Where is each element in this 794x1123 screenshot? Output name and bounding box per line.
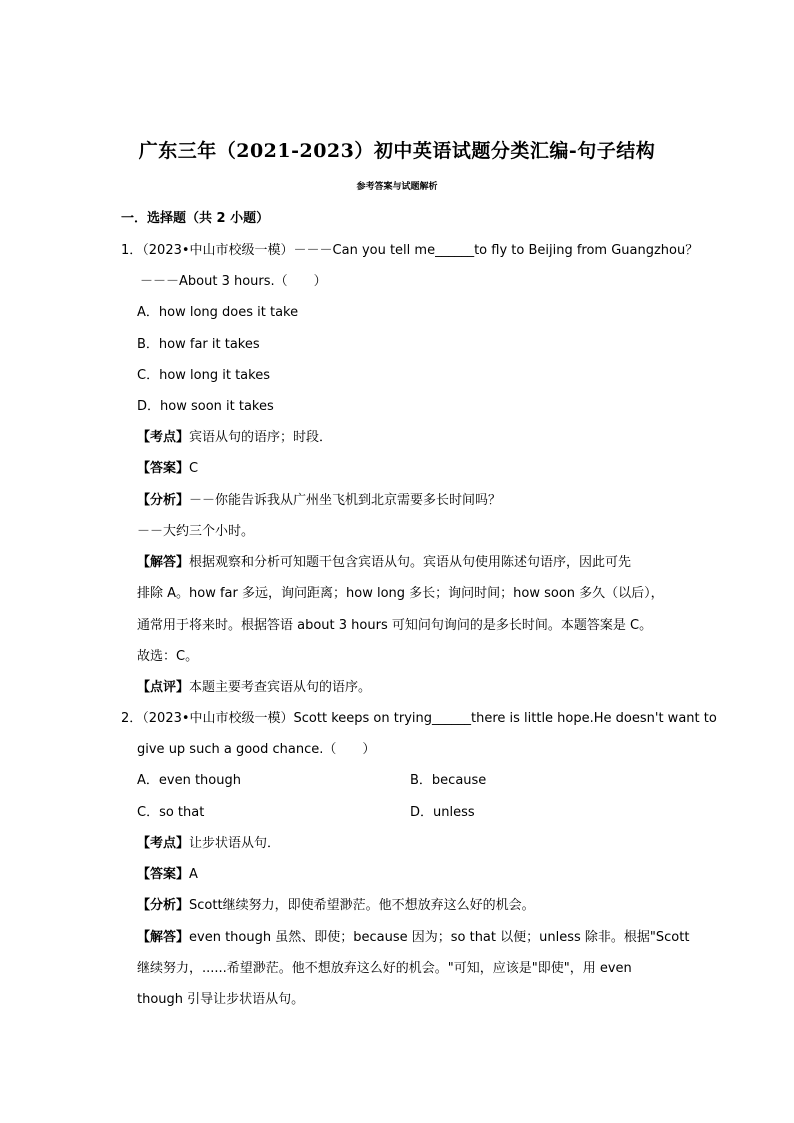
- q1-kaodian-tag: 【考点】: [137, 430, 190, 445]
- q2-stem-line1: 2．（2023•中山市校级一模）Scott keeps on trying______there is little hope.He doesn't want to: [121, 711, 717, 726]
- q2-analysis-tag: 【分析】: [137, 898, 190, 913]
- q2-solution-text1: even though 虽然、即使；because 因为；so that 以便；unless 除非。根据"Scott: [189, 930, 690, 945]
- q1-option-c: C．how long it takes: [137, 368, 270, 383]
- q2-option-d: D．unless: [410, 805, 475, 820]
- q1-kaodian-text: 宾语从句的语序；时段．: [189, 430, 333, 445]
- section-heading: 一．选择题（共 2 小题）: [121, 211, 270, 226]
- q1-solution-line2: 排除 A。how far 多远，询问距离；how long 多长；询问时间；how soon 多久（以后），: [137, 586, 664, 601]
- q2-kaodian-text: 让步状语从句．: [189, 836, 281, 851]
- q1-answer-tag: 【答案】: [137, 461, 190, 476]
- q1-solution-text1: 根据观察和分析可知题干包含宾语从句。宾语从句使用陈述句语序，因此可先: [189, 555, 632, 570]
- q2-option-b: B．because: [410, 773, 487, 788]
- q2-analysis: [137, 894, 535, 913]
- q2-answer: [137, 863, 198, 882]
- q1-solution-line3: 通常用于将来时。根据答语 about 3 hours 可知问句询问的是多长时间。本题答案是 C。: [137, 618, 653, 633]
- q2-solution: [137, 926, 689, 945]
- q1-kaodian: [137, 426, 332, 445]
- q1-analysis: [137, 489, 501, 508]
- q1-option-d: D．how soon it takes: [137, 399, 274, 414]
- q2-solution-tag: 【解答】: [137, 930, 190, 945]
- q1-analysis-line2: －－大约三个小时。: [137, 524, 255, 539]
- q1-stem-line2: －－－About 3 hours.（ ）: [140, 274, 327, 289]
- document-subtitle: 参考答案与试题解析: [356, 182, 438, 192]
- q1-analysis-text1: －－你能告诉我从广州坐飞机到北京需要多长时间吗？: [189, 493, 502, 508]
- q1-option-a: A．how long does it take: [137, 305, 299, 320]
- q2-kaodian-tag: 【考点】: [137, 836, 190, 851]
- q1-answer-text: C: [189, 461, 199, 476]
- document-title: 广东三年（2021-2023）初中英语试题分类汇编-句子结构: [138, 140, 656, 162]
- q1-comment-text: 本题主要考查宾语从句的语序。: [189, 680, 372, 695]
- q2-option-c: C．so that: [137, 805, 205, 820]
- q2-solution-line3: though 引导让步状语从句。: [137, 992, 305, 1007]
- q1-solution: [137, 551, 631, 570]
- q1-option-b: B．how far it takes: [137, 337, 260, 352]
- q1-stem-line1: 1．（2023•中山市校级一模）－－－Can you tell me______to fly to Beijing from Guangzhou？: [121, 243, 699, 258]
- q1-solution-line4: 故选：C。: [137, 649, 199, 664]
- q2-stem-line2: give up such a good chance.（ ）: [137, 742, 376, 757]
- q1-solution-tag: 【解答】: [137, 555, 190, 570]
- q1-comment-tag: 【点评】: [137, 680, 190, 695]
- q2-analysis-text1: Scott继续努力，即使希望渺茫。他不想放弃这么好的机会。: [189, 898, 535, 913]
- q2-answer-tag: 【答案】: [137, 867, 190, 882]
- q1-answer: [137, 457, 198, 476]
- q1-comment: [137, 676, 371, 695]
- q1-analysis-tag: 【分析】: [137, 493, 190, 508]
- q2-answer-text: A: [189, 867, 198, 882]
- q2-option-a: A．even though: [137, 773, 241, 788]
- q2-kaodian: [137, 832, 280, 851]
- q2-solution-line2: 继续努力，......希望渺茫。他不想放弃这么好的机会。"可知，应该是"即使"，用 even: [137, 961, 632, 976]
